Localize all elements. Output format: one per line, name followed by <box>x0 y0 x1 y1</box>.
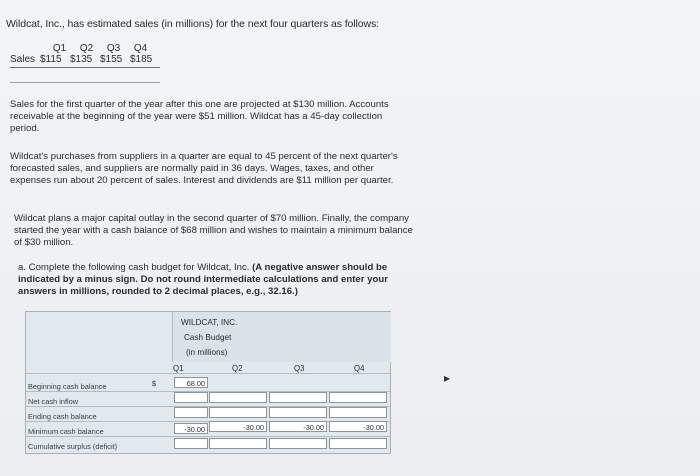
row-ending-cash: Ending cash balance <box>28 412 97 421</box>
beginning-cash-q2-input[interactable] <box>209 392 267 403</box>
grid-line <box>26 373 390 374</box>
minimum-cash-q3: -30.00 <box>269 421 327 432</box>
ending-cash-q1-input[interactable] <box>174 407 208 418</box>
beginning-cash-q1[interactable]: 68.00 <box>174 377 208 388</box>
beginning-cash-q4-input[interactable] <box>329 392 387 403</box>
cash-budget-table <box>25 311 391 454</box>
cumulative-surplus-q2-input[interactable] <box>209 438 267 449</box>
net-cash-inflow-q2-input[interactable] <box>209 407 267 418</box>
beginning-cash-q3-input[interactable] <box>269 392 327 403</box>
sales-table <box>10 43 160 68</box>
budget-header-q1: Q1 <box>173 364 184 373</box>
row-net-cash-inflow: Net cash inflow <box>28 397 79 406</box>
cumulative-surplus-q4-input[interactable] <box>329 438 387 449</box>
net-cash-inflow-q3-input[interactable] <box>269 407 327 418</box>
paragraph-capital-outlay: Wildcat plans a major capital outlay in the second quarter of $70 million. Finally, the company started the year with a cash balance of $68 million and wishes to maintain a minimum balance of $30 million. <box>14 213 413 248</box>
budget-header-q2: Q2 <box>232 364 243 373</box>
cumulative-surplus-q1-input[interactable] <box>174 438 208 449</box>
sales-q2: $135 <box>70 54 93 65</box>
net-cash-inflow-q4-input[interactable] <box>329 407 387 418</box>
net-cash-inflow-q1-input[interactable] <box>174 392 208 403</box>
budget-units: (in millions) <box>186 348 228 357</box>
question-prefix: a. Complete the following cash budget for Wildcat, Inc. <box>18 262 250 273</box>
row-cumulative-surplus: Cumulative surplus (deficit) <box>28 442 118 451</box>
row-beginning-cash: Beginning cash balance <box>28 382 107 391</box>
sales-label: Sales <box>10 54 36 65</box>
sales-table-header <box>46 43 160 54</box>
minimum-cash-q4: -30.00 <box>329 421 387 432</box>
paragraph-purchases: Wildcat's purchases from suppliers in a quarter are equal to 45 percent of the next quarter's forecasted sales, and suppliers are normally paid in 36 days. Wages, taxes, and other expenses run about 20 percent of sales. Interest and dividends are $11 million per quarter. <box>10 151 398 186</box>
sales-row <box>10 54 160 68</box>
currency-symbol: $ <box>152 379 156 388</box>
paragraph-sales-ar: Sales for the first quarter of the year after this one are projected at $130 million. Accounts receivable at the beginning of the year were $51 million. Wildcat has a 45-day collection period. <box>10 99 389 134</box>
question-bold-instructions: (A negative answer should be indicated by a minus sign. Do not round intermediate calculations and enter your answers in millions, rounded to 2 decimal places, e.g., 32.16.) <box>18 262 388 297</box>
header-q3: Q3 <box>106 43 121 54</box>
minimum-cash-q2: -30.00 <box>209 421 267 432</box>
section-divider <box>10 82 160 83</box>
grid-line <box>26 436 390 437</box>
sales-q3: $155 <box>100 54 123 65</box>
budget-header-q4: Q4 <box>354 364 365 373</box>
header-q2: Q2 <box>79 43 94 54</box>
header-q4: Q4 <box>133 43 148 54</box>
row-minimum-cash: Minimum cash balance <box>28 427 104 436</box>
sales-q1: $115 <box>40 54 62 65</box>
intro-text: Wildcat, Inc., has estimated sales (in millions) for the next four quarters as follows: <box>6 18 379 30</box>
mouse-pointer-icon: ▸ <box>444 371 451 385</box>
budget-company-title: WILDCAT, INC. <box>181 318 238 327</box>
question-instructions <box>18 262 408 298</box>
sales-q4: $185 <box>130 54 153 65</box>
minimum-cash-q1: -30.00 <box>174 423 208 434</box>
cumulative-surplus-q3-input[interactable] <box>269 438 327 449</box>
header-q1: Q1 <box>52 43 67 54</box>
budget-header-q3: Q3 <box>294 364 305 373</box>
budget-title: Cash Budget <box>184 333 232 342</box>
